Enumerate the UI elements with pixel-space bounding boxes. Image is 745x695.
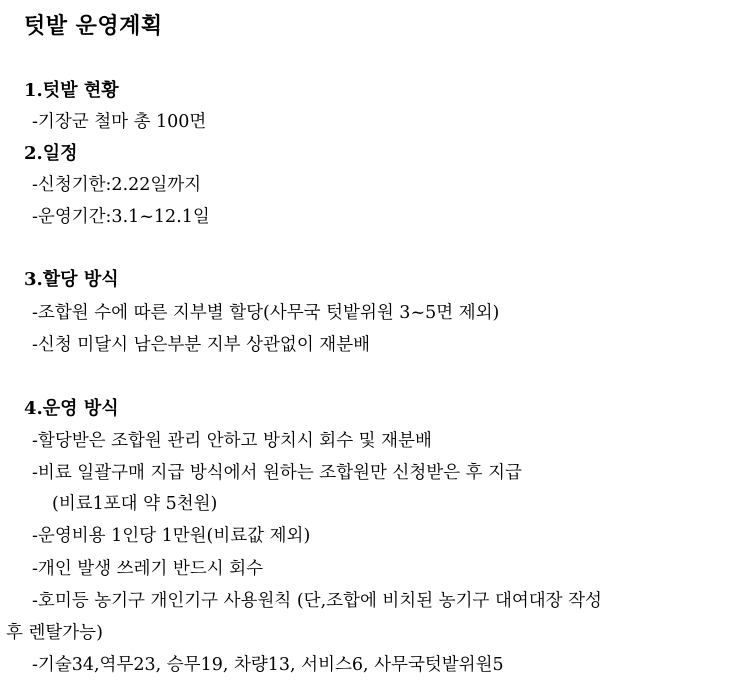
operation-line-5-continued: 후 렌탈가능): [6, 623, 103, 643]
schedule-line-2: -운영기간:3.1~12.1일: [32, 207, 210, 227]
section-heading-allocation: 3.할당 방식: [24, 269, 119, 290]
operation-line-3: -운영비용 1인당 1만원(비료값 제외): [32, 526, 311, 546]
status-line-1: -기장군 철마 총 100면: [32, 112, 207, 132]
operation-line-6: -기술34,역무23, 승무19, 차량13, 서비스6, 사무국텃밭위원5: [32, 655, 504, 675]
allocation-line-2: -신청 미달시 남은부분 지부 상관없이 재분배: [32, 335, 371, 355]
section-heading-operation: 4.운영 방식: [24, 398, 119, 419]
operation-line-2: -비료 일괄구매 지급 방식에서 원하는 조합원만 신청받은 후 지급: [32, 463, 522, 483]
operation-line-2-note: (비료1포대 약 5천원): [52, 494, 218, 514]
allocation-line-1: -조합원 수에 따른 지부별 할당(사무국 텃밭위원 3~5면 제외): [32, 303, 500, 323]
operation-line-4: -개인 발생 쓰레기 반드시 회수: [32, 559, 264, 579]
operation-line-5: -호미등 농기구 개인기구 사용원칙 (단,조합에 비치된 농기구 대여대장 작성: [32, 591, 602, 611]
schedule-line-1: -신청기한:2.22일까지: [32, 175, 202, 195]
operation-line-1: -할당받은 조합원 관리 안하고 방치시 회수 및 재분배: [32, 431, 432, 451]
document-title: 텃밭 운영계획: [24, 13, 163, 39]
section-heading-status: 1.텃밭 현황: [24, 80, 119, 101]
section-heading-schedule: 2.일정: [24, 143, 78, 164]
